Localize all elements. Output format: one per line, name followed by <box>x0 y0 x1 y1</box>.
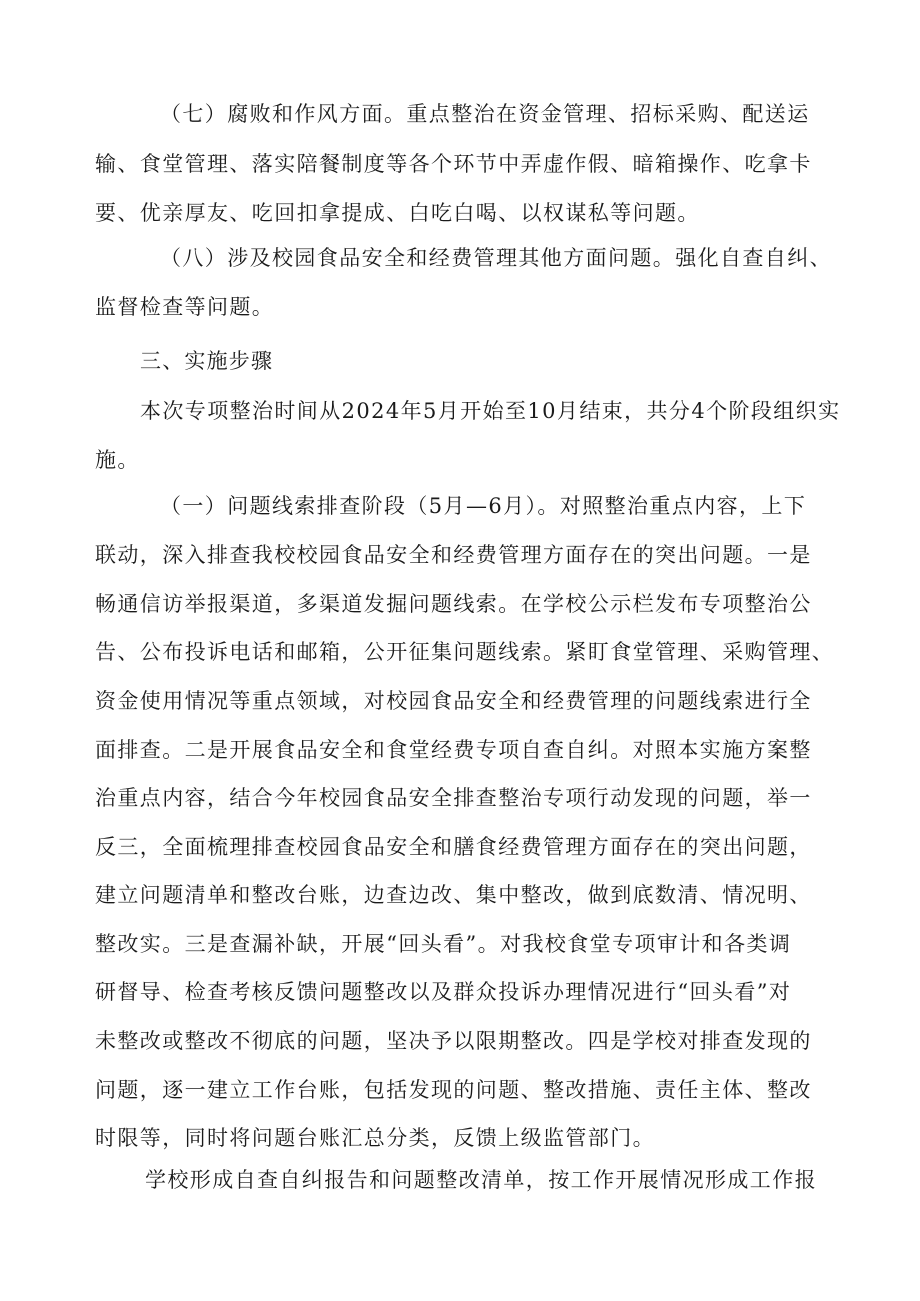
paragraph-line: 输、食堂管理、落实陪餐制度等各个环节中弄虚作假、暗箱操作、吃拿卡 <box>95 152 812 176</box>
paragraph-line: 整改实。三是查漏补缺，开展“回头看”。对我校食堂专项审计和各类调 <box>95 932 792 956</box>
paragraph-line: （八）涉及校园食品安全和经费管理其他方面问题。强化自查自纠、 <box>160 246 832 270</box>
paragraph-line: 本次专项整治时间从2024年5月开始至10月结束，共分4个阶段组织实 <box>140 399 841 423</box>
paragraph-line: 时限等，同时将问题台账汇总分类，反馈上级监管部门。 <box>95 1126 655 1150</box>
paragraph-line: 研督导、检查考核反馈问题整改以及群众投诉办理情况进行“回头看”对 <box>95 980 792 1004</box>
paragraph-line: 问题，逐一建立工作台账，包括发现的问题、整改措施、责任主体、整改 <box>95 1078 812 1102</box>
paragraph-line: 反三，全面梳理排查校园食品安全和膳食经费管理方面存在的突出问题， <box>95 835 812 859</box>
section-heading: 三、实施步骤 <box>140 349 274 373</box>
paragraph-line: （七）腐败和作风方面。重点整治在资金管理、招标采购、配送运 <box>160 102 810 126</box>
paragraph-line: 畅通信访举报渠道，多渠道发掘问题线索。在学校公示栏发布专项整治公 <box>95 592 812 616</box>
paragraph-line: 面排查。二是开展食品安全和食堂经费专项自查自纠。对照本实施方案整 <box>95 738 812 762</box>
paragraph-line: 施。 <box>95 448 140 472</box>
paragraph-line: 建立问题清单和整改台账，边查边改、集中整改，做到底数清、情况明、 <box>95 883 812 907</box>
paragraph-line: 监督检查等问题。 <box>95 295 275 319</box>
paragraph-line: 学校形成自查自纠报告和问题整改清单，按工作开展情况形成工作报 <box>145 1168 817 1192</box>
paragraph-line: 告、公布投诉电话和邮箱，公开征集问题线索。紧盯食堂管理、采购管理、 <box>95 640 835 664</box>
paragraph-line: 资金使用情况等重点领域，对校园食品安全和经费管理的问题线索进行全 <box>95 689 812 713</box>
paragraph-line: 联动，深入排查我校校园食品安全和经费管理方面存在的突出问题。一是 <box>95 543 812 567</box>
paragraph-line: （一）问题线索排查阶段（5月—6月）。对照整治重点内容，上下 <box>160 494 807 518</box>
paragraph-line: 治重点内容，结合今年校园食品安全排查整治专项行动发现的问题，举一 <box>95 786 812 810</box>
paragraph-line: 要、优亲厚友、吃回扣拿提成、白吃白喝、以权谋私等问题。 <box>95 201 700 225</box>
paragraph-line: 未整改或整改不彻底的问题，坚决予以限期整改。四是学校对排查发现的 <box>95 1029 812 1053</box>
